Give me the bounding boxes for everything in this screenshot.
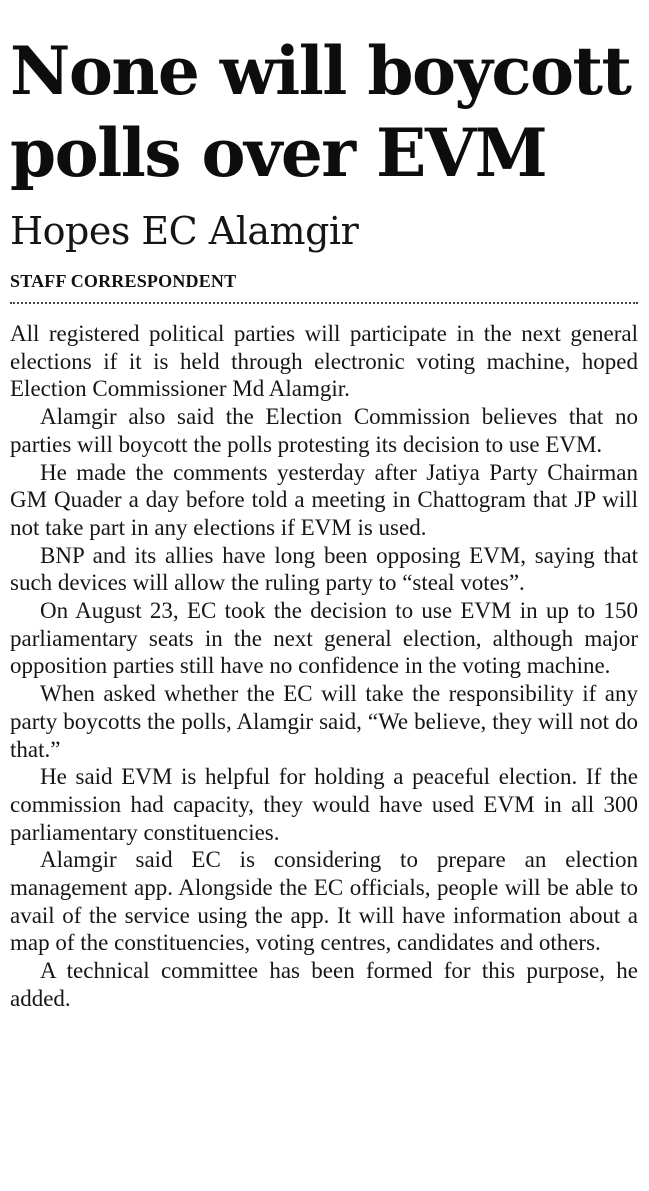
article-body [10,320,638,1013]
paragraph: Alamgir said EC is considering to prepare an election management app. Alongside the EC officials, people will be able to avail of the service using the app. It will have information about a map of the constituencies, voting centres, candidates and others. [10,847,638,956]
subheadline: Hopes EC Alamgir [10,209,359,253]
dotted-divider [10,302,638,304]
headline: None will boycott polls over EVM [10,32,631,192]
paragraph: On August 23, EC took the decision to use EVM in up to 150 parliamentary seats in the next general election, although major opposition parties still have no confidence in the voting machine. [10,598,638,679]
byline: STAFF CORRESPONDENT [10,271,237,291]
news-article [10,30,638,1013]
paragraph: He made the comments yesterday after Jatiya Party Chairman GM Quader a day before told a meeting in Chattogram that JP will not take part in any elections if EVM is used. [10,459,638,540]
paragraph: Alamgir also said the Election Commission believes that no parties will boycott the polls protesting its decision to use EVM. [10,404,638,457]
paragraph: All registered political parties will participate in the next general elections if it is held through electronic voting machine, hoped Election Commissioner Md Alamgir. [10,321,638,402]
paragraph: A technical committee has been formed for this purpose, he added. [10,958,638,1011]
paragraph: BNP and its allies have long been opposing EVM, saying that such devices will allow the ruling party to “steal votes”. [10,542,638,596]
paragraph: When asked whether the EC will take the responsibility if any party boycotts the polls, Alamgir said, “We believe, they will not do that.” [10,681,638,762]
paragraph: He said EVM is helpful for holding a peaceful election. If the commission had capacity, they would have used EVM in all 300 parliamentary constituencies. [10,764,638,845]
